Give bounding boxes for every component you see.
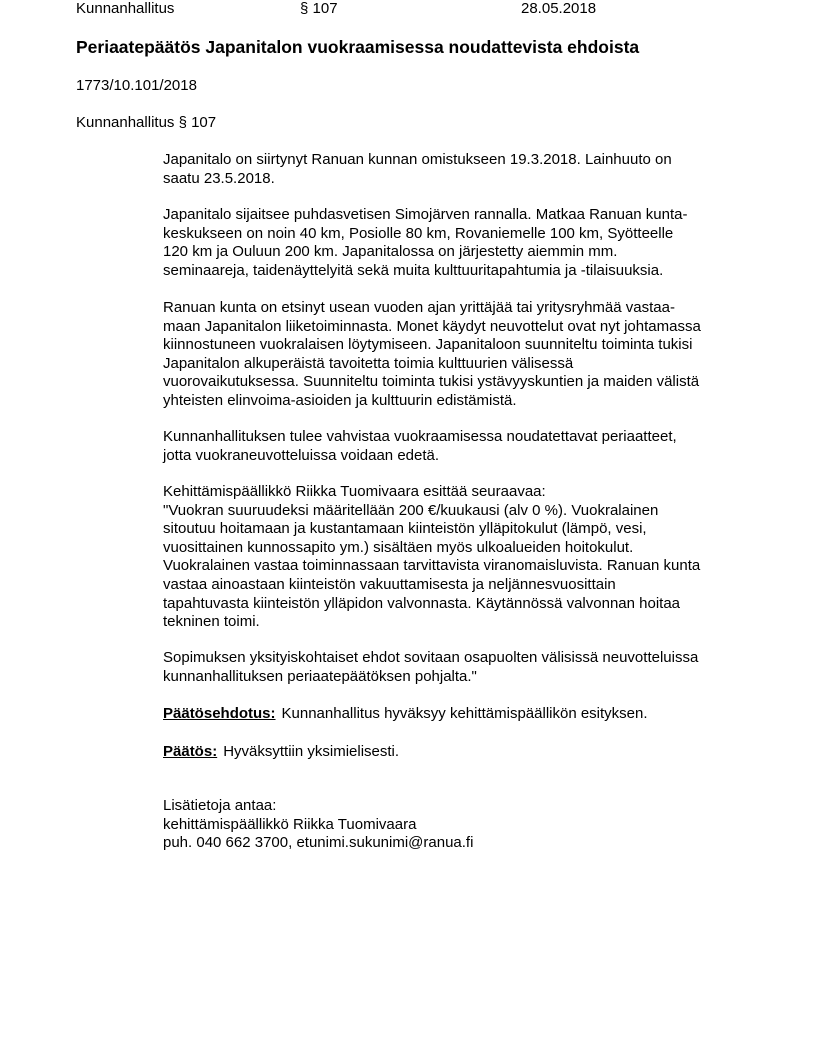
- text-line: kiinnostuneen vuokralaisen löytymiseen. Japanitaloon suunniteltu toiminta tukisi: [163, 336, 693, 354]
- proposal: [163, 705, 648, 724]
- text-line: vuosittainen kunnossapito ym.) sisältäen myös ulkoalueiden hoitokulut.: [163, 538, 634, 556]
- contact-heading: Lisätietoja antaa:: [163, 797, 277, 814]
- contact-name: kehittämispäällikkö Riikka Tuomivaara: [163, 815, 417, 833]
- text-line: Sopimuksen yksityiskohtaiset ehdot sovitaan osapuolten välisissä neuvotteluissa: [163, 649, 699, 666]
- text-line: Vuokralainen vastaa toiminnassaan tarvittavista viranomaisluvista. Ranuan kunta: [163, 557, 701, 575]
- reference-number: 1773/10.101/2018: [76, 77, 197, 94]
- text-line: keskukseen on noin 40 km, Posiolle 80 km, Rovaniemelle 100 km, Syötteelle: [163, 224, 674, 242]
- header-date: 28.05.2018: [521, 0, 597, 17]
- text-line: Ranuan kunta on etsinyt usean vuoden ajan yrittäjää tai yritysryhmää vastaa-: [163, 299, 675, 316]
- text-line: Kunnanhallituksen tulee vahvistaa vuokraamisessa noudatettavat periaatteet,: [163, 428, 677, 445]
- header-section: § 107: [300, 0, 338, 17]
- text-line: tapahtuvasta kiinteistön ylläpidon valvonnasta. Käytännössä valvonnan hoitaa: [163, 594, 681, 612]
- decision: [163, 743, 399, 762]
- text-line: Kehittämispäällikkö Riikka Tuomivaara esittää seuraavaa:: [163, 483, 546, 500]
- text-line: yhteisten elinvoima-asioiden ja kulttuurin edistämistä.: [163, 391, 517, 409]
- text-line: seminaareja, taidenäyttelyitä sekä muita kulttuuritapahtumia ja -tilaisuuksia.: [163, 261, 664, 279]
- text-line: Japanitalo on siirtynyt Ranuan kunnan omistukseen 19.3.2018. Lainhuuto on: [163, 151, 672, 168]
- paragraph-4: [163, 428, 677, 465]
- paragraph-2: [163, 206, 687, 280]
- paragraph-1: [163, 151, 672, 188]
- header-body: Kunnanhallitus: [76, 0, 175, 17]
- section-heading: Kunnanhallitus § 107: [76, 114, 217, 131]
- decision-text: Hyväksyttiin yksimielisesti.: [223, 743, 400, 760]
- text-line: maan Japanitalon liiketoiminnasta. Monet käydyt neuvottelut ovat nyt johtamassa: [163, 317, 701, 335]
- text-line: vuorovaikutuksessa. Suunniteltu toiminta tukisi ystävyyskuntien ja maiden välistä: [163, 373, 700, 391]
- text-line: sitoutuu hoitamaan ja kustantamaan kiinteistön ylläpitokulut (lämpö, vesi,: [163, 520, 647, 538]
- paragraph-3: [163, 299, 701, 411]
- text-line: 120 km ja Ouluun 200 km. Japanitalossa on järjestetty aiemmin mm.: [163, 243, 618, 261]
- paragraph-6: [163, 649, 698, 686]
- text-line: vastaa ainoastaan kiinteistön vakuuttamisesta ja neljännesvuosittain: [163, 575, 616, 593]
- contact-info: [163, 797, 473, 853]
- text-line: kunnanhallituksen periaatepäätöksen pohjalta.": [163, 667, 477, 685]
- page-title: Periaatepäätös Japanitalon vuokraamisessa noudattevista ehdoista: [76, 37, 640, 57]
- proposal-text: Kunnanhallitus hyväksyy kehittämispäällikön esityksen.: [281, 705, 648, 722]
- text-line: Japanitalon alkuperäistä tavoitetta toimia kulttuurien välisessä: [163, 354, 574, 372]
- decision-label: Päätös:: [163, 743, 218, 760]
- proposal-label: Päätösehdotus:: [163, 705, 276, 722]
- text-line: saatu 23.5.2018.: [163, 169, 275, 187]
- text-line: Japanitalo sijaitsee puhdasvetisen Simojärven rannalla. Matkaa Ranuan kunta-: [163, 206, 688, 223]
- contact-phone-email: puh. 040 662 3700, etunimi.sukunimi@ranua.fi: [163, 834, 474, 852]
- text-line: tekninen toimi.: [163, 613, 260, 631]
- text-line: "Vuokran suuruudeksi määritellään 200 €/kuukausi (alv 0 %). Vuokralainen: [163, 501, 659, 519]
- paragraph-5: [163, 483, 700, 632]
- text-line: jotta vuokraneuvotteluissa voidaan edetä.: [163, 446, 440, 464]
